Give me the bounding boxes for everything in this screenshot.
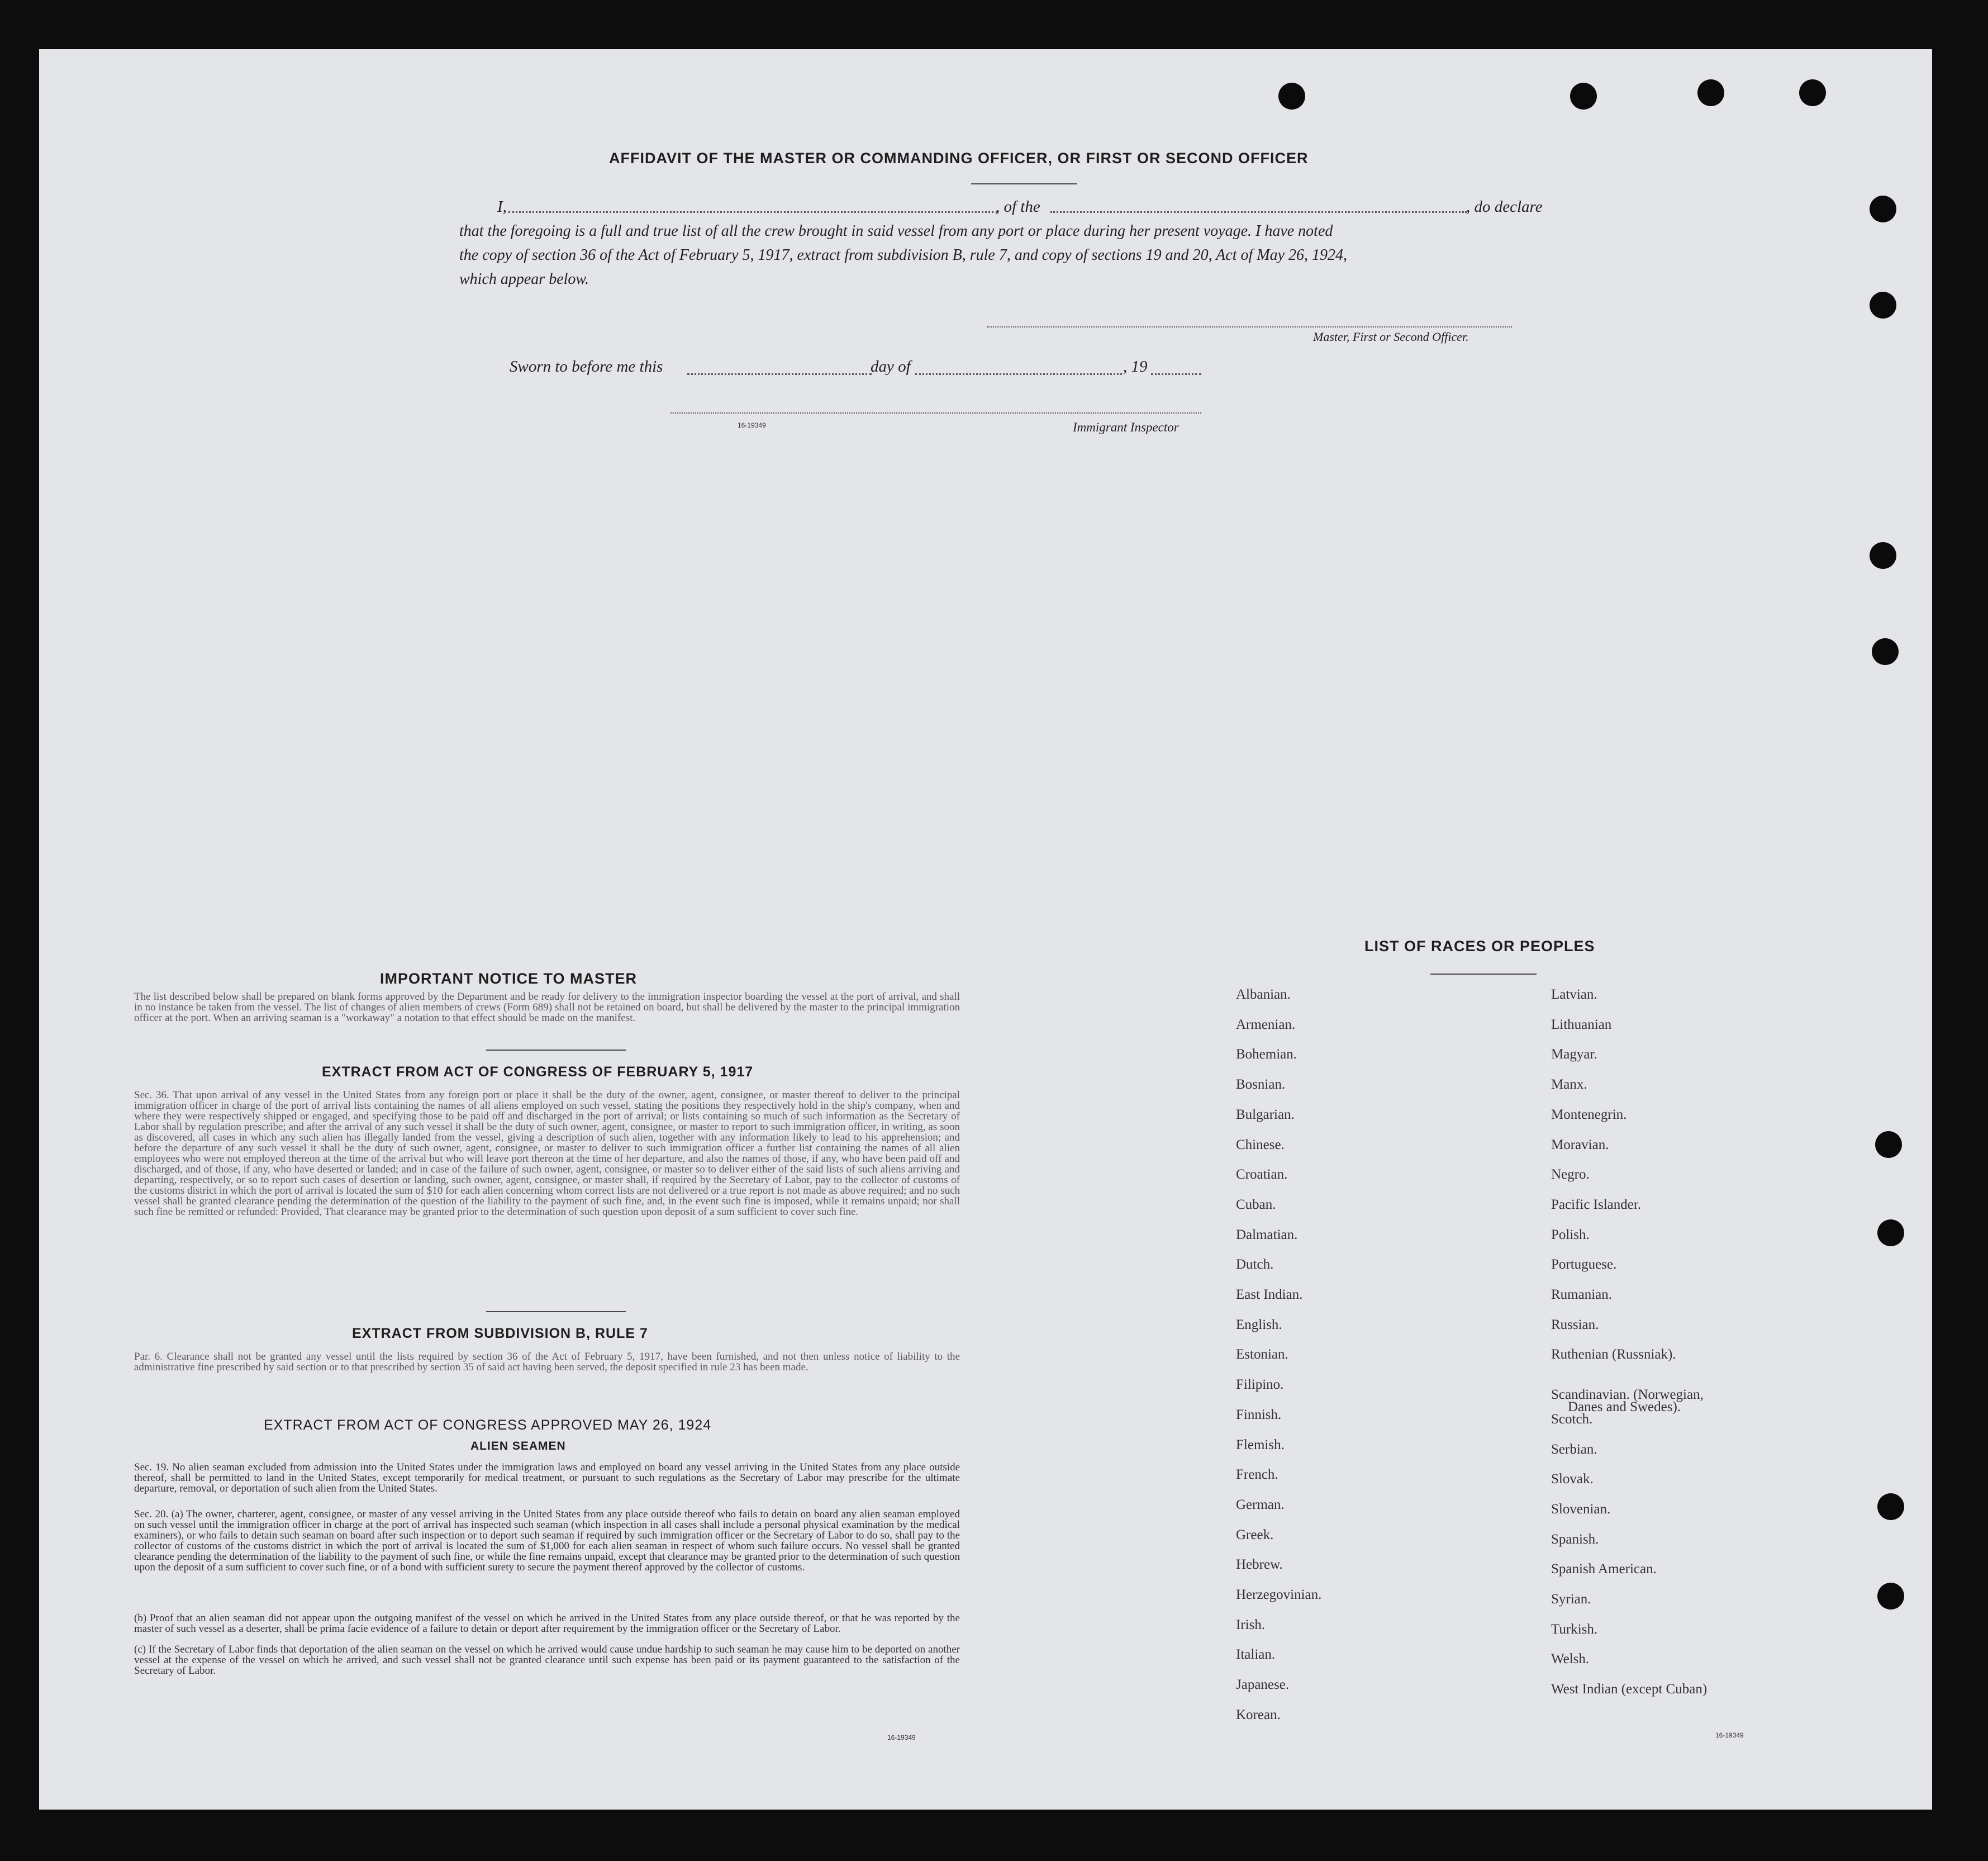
race-item: Moravian. xyxy=(1551,1137,1609,1152)
race-item: Dutch. xyxy=(1236,1257,1274,1273)
punch-hole xyxy=(1870,542,1896,569)
affidavit-statement-line: the copy of section 36 of the Act of February 5, 1917, extract from subdivision B, rule 7, and copy of sections 19 and 20, Act of May 26, 1924, xyxy=(459,246,1348,264)
punch-hole xyxy=(1877,1583,1904,1610)
punch-hole xyxy=(1278,83,1305,110)
race-item: Lithuanian xyxy=(1551,1017,1612,1032)
race-item: Bosnian. xyxy=(1236,1077,1286,1093)
inspector-signature-field[interactable] xyxy=(670,412,1201,414)
form-number: 16-19349 xyxy=(1715,1731,1744,1739)
punch-hole xyxy=(1877,1219,1904,1246)
divider xyxy=(1430,974,1537,975)
punch-hole xyxy=(1872,638,1899,665)
inspector-caption: Immigrant Inspector xyxy=(1073,420,1179,434)
notice-text: The list described below shall be prepared on blank forms approved by the Department and be ready for delivery to the immigration inspector boarding the vessel at the port of arrival, and shall in no instance be taken from the vessel. The list of changes of alien members of crews (Form 689) shall not be retained on board, but shall be delivered by the master to the principal immigration officer at the port. When an arriving seaman is a "workaway" a notation to that effect should be made on the manifest. xyxy=(134,991,960,1024)
races-title: LIST OF RACES OR PEOPLES xyxy=(1364,938,1595,955)
race-item: Manx. xyxy=(1551,1077,1587,1093)
race-item: Finnish. xyxy=(1236,1407,1282,1422)
punch-hole xyxy=(1570,83,1597,110)
race-item: Spanish American. xyxy=(1551,1561,1657,1577)
punch-hole xyxy=(1875,1131,1902,1158)
extract-1924-title: EXTRACT FROM ACT OF CONGRESS APPROVED MAY 26, 1924 xyxy=(264,1417,712,1433)
divider xyxy=(486,1311,626,1312)
name-field[interactable] xyxy=(508,211,997,213)
sec20c-text: (c) If the Secretary of Labor finds that deportation of the alien seaman on the vessel on which he arrived would cause undue hardship to such seaman he may cause him to be deported on another vessel at the expense of the vessel on which he arrived, and such vessel shall not be granted clearance until such expense has been paid or its payment guaranteed to the satisfaction of the Secretary of Labor. xyxy=(134,1644,960,1677)
sworn-year-field[interactable] xyxy=(1151,373,1201,375)
race-item: Welsh. xyxy=(1551,1651,1590,1667)
race-item: Hebrew. xyxy=(1236,1557,1283,1573)
race-item: Bohemian. xyxy=(1236,1047,1297,1062)
race-item: Turkish. xyxy=(1551,1621,1598,1637)
race-item: Scotch. xyxy=(1551,1411,1593,1427)
race-item: West Indian (except Cuban) xyxy=(1551,1682,1708,1697)
sworn-month-field[interactable] xyxy=(915,373,1122,375)
divider xyxy=(486,1050,626,1051)
race-item: Italian. xyxy=(1236,1647,1276,1663)
race-item: Rumanian. xyxy=(1551,1287,1613,1302)
race-item: English. xyxy=(1236,1317,1282,1332)
race-item: Greek. xyxy=(1236,1527,1274,1542)
race-item: Polish. xyxy=(1551,1227,1590,1242)
race-item: Syrian. xyxy=(1551,1592,1591,1607)
race-item: Albanian. xyxy=(1236,987,1291,1002)
sec20a-text: Sec. 20. (a) The owner, charterer, agent, consignee, or master of any vessel arriving in the United States from any place outside thereof who fails to detain on board any alien seaman employed on such vessel until the immigration officer in charge at the port of arrival has inspected such seaman (which inspection in all cases shall include a personal physical examination by the medical examiners), or who fails to detain such seaman on board after such inspection or to deport such seaman if required by such immigration officer or the Secretary of Labor to do so, shall pay to the collector of customs of the customs district in which the port of arrival is located the sum of $1,000 for each alien seaman in respect of whom such failure occurs. No vessel shall be granted clearance pending the determination of the liability to the payment of such fine, or while the fine remains unpaid, except that clearance may be granted prior to the determination of such question upon the deposit of a sum sufficient to cover such fine, or of a bond with sufficient surety to secure the payment thereof approved by the collector of customs. xyxy=(134,1508,960,1573)
form-number: 16-19349 xyxy=(887,1734,916,1741)
race-item: Scandinavian. (Norwegian, xyxy=(1551,1387,1704,1403)
race-item: Ruthenian (Russniak). xyxy=(1551,1347,1676,1362)
punch-hole xyxy=(1799,79,1826,106)
race-item: French. xyxy=(1236,1467,1278,1483)
race-item: East Indian. xyxy=(1236,1287,1303,1302)
race-item: Chinese. xyxy=(1236,1137,1285,1152)
year-label: , 19 xyxy=(1123,358,1148,376)
rule7-text: Par. 6. Clearance shall not be granted any vessel until the lists required by section 36 of the Act of February 5, 1917, have been furnished, and not then unless notice of liability to the administrative fine prescribed by said section or to that prescribed by section 35 of said act having been served, the deposit specified in rule 23 has been made. xyxy=(134,1351,960,1373)
race-item: Slovak. xyxy=(1551,1471,1594,1487)
race-item: Latvian. xyxy=(1551,987,1597,1002)
officer-signature-caption: Master, First or Second Officer. xyxy=(1313,330,1469,344)
race-item: Japanese. xyxy=(1236,1677,1290,1693)
race-item: Serbian. xyxy=(1551,1441,1597,1457)
sworn-label: Sworn to before me this xyxy=(510,358,663,376)
affidavit-statement-line: that the foregoing is a full and true list of all the crew brought in said vessel from any port or place during her present voyage. I have noted xyxy=(459,222,1333,240)
race-item: Irish. xyxy=(1236,1617,1266,1632)
race-item: Croatian. xyxy=(1236,1167,1288,1183)
officer-signature-field[interactable] xyxy=(987,326,1512,327)
race-item: Bulgarian. xyxy=(1236,1107,1295,1122)
race-item: Negro. xyxy=(1551,1167,1590,1183)
punch-hole xyxy=(1877,1493,1904,1520)
form-number: 16-19349 xyxy=(738,421,766,429)
race-item: Estonian. xyxy=(1236,1347,1288,1362)
race-item: Russian. xyxy=(1551,1317,1599,1332)
affidavit-title: AFFIDAVIT OF THE MASTER OR COMMANDING OFFICER, OR FIRST OR SECOND OFFICER xyxy=(609,150,1309,167)
race-item: Cuban. xyxy=(1236,1197,1276,1212)
race-item: Danes and Swedes). xyxy=(1568,1399,1681,1415)
document-page xyxy=(39,49,1932,1810)
race-item: German. xyxy=(1236,1497,1285,1512)
race-item: Flemish. xyxy=(1236,1437,1285,1452)
punch-hole xyxy=(1870,292,1896,319)
rule7-title: EXTRACT FROM SUBDIVISION B, RULE 7 xyxy=(352,1326,648,1341)
race-item: Montenegrin. xyxy=(1551,1107,1627,1122)
of-the-label: , of the xyxy=(996,198,1040,216)
vessel-field[interactable] xyxy=(1050,211,1467,213)
sec19-text: Sec. 19. No alien seaman excluded from admission into the United States under the immigration laws and employed on board any vessel arriving in the United States from any place outside thereof, shall be permitted to land in the United States, except temporarily for medical treatment, or pursuant to such regulations as the Secretary of Labor may prescribe for the ultimate departure, removal, or deportation of such alien from the United States. xyxy=(134,1461,960,1494)
race-item: Magyar. xyxy=(1551,1047,1597,1062)
race-item: Korean. xyxy=(1236,1707,1281,1722)
alien-seamen-subtitle: ALIEN SEAMEN xyxy=(470,1440,566,1452)
affidavit-statement-line: which appear below. xyxy=(459,270,589,288)
race-item: Filipino. xyxy=(1236,1377,1284,1393)
divider xyxy=(971,183,1077,184)
punch-hole xyxy=(1870,196,1896,222)
affidavit-i-label: I, xyxy=(497,198,507,216)
race-item: Pacific Islander. xyxy=(1551,1197,1642,1212)
extract-1917-title: EXTRACT FROM ACT OF CONGRESS OF FEBRUARY 5, 1917 xyxy=(322,1064,754,1080)
race-item: Portuguese. xyxy=(1551,1257,1617,1273)
notice-title: IMPORTANT NOTICE TO MASTER xyxy=(380,970,637,987)
race-item: Slovenian. xyxy=(1551,1501,1611,1517)
day-of-label: day of xyxy=(871,358,911,376)
race-item: Spanish. xyxy=(1551,1531,1599,1547)
sworn-day-field[interactable] xyxy=(687,373,872,375)
declare-label: , do declare xyxy=(1466,198,1543,216)
punch-hole xyxy=(1697,79,1724,106)
sec20b-text: (b) Proof that an alien seaman did not appear upon the outgoing manifest of the vessel on which he arrived in the United States from any place outside thereof, or that he was reported by the master of such vessel as a deserter, shall be prima facie evidence of a failure to detain or deport after requirement by the immigration officer or the Secretary of Labor. xyxy=(134,1612,960,1635)
race-item: Herzegovinian. xyxy=(1236,1587,1322,1602)
race-item: Dalmatian. xyxy=(1236,1227,1298,1242)
extract-1917-text: Sec. 36. That upon arrival of any vessel in the United States from any foreign port or place it shall be the duty of the owner, agent, consignee, or master thereof to deliver to the principal immigration officer in charge of the port of arrival lists containing the names of all aliens employed on such vessel, stating the positions they respectively hold in the ship's company, when and where they were respectively shipped or engaged, and specifying those to be paid off and discharged in the port of arrival; or lists containing so much of such information as the Secretary of Labor shall by regulation prescribe; and after the arrival of any such vessel it shall be the duty of such owner, agent, consignee, or master to report to such immigration officer, in writing, as soon as discovered, all cases in which any such alien has illegally landed from the vessel, giving a description of such alien, together with any information likely to lead to his apprehension; and before the departure of any such vessel it shall be the duty of such owner, agent, consignee, or master to deliver to such immigration officer a further list containing the names of all alien employees who were not employed thereon at the time of the arrival but who will leave port thereon at the time of her departure, and also the names of those, if any, who have been paid off and discharged, and of those, if any, who have deserted or landed; and in case of the failure of such owner, agent, consignee, or master so to deliver either of the said lists of such aliens arriving and departing, respectively, or so to report such cases of desertion or landing, such owner, agent, consignee, or master shall, if required by the Secretary of Labor, pay to the collector of customs of the customs district in which the port of arrival is located the sum of $10 for each alien concerning whom correct lists are not delivered or a true report is not made as above required; and no such vessel shall be granted clearance pending the determination of the question of the liability to the payment of such fine, and, in the event such fine is imposed, while it remains unpaid; nor shall such fine be remitted or refunded: Provided, That clearance may be granted prior to the determination of such question upon deposit of a sum sufficient to cover such fine. xyxy=(134,1089,960,1218)
race-item: Armenian. xyxy=(1236,1017,1296,1032)
